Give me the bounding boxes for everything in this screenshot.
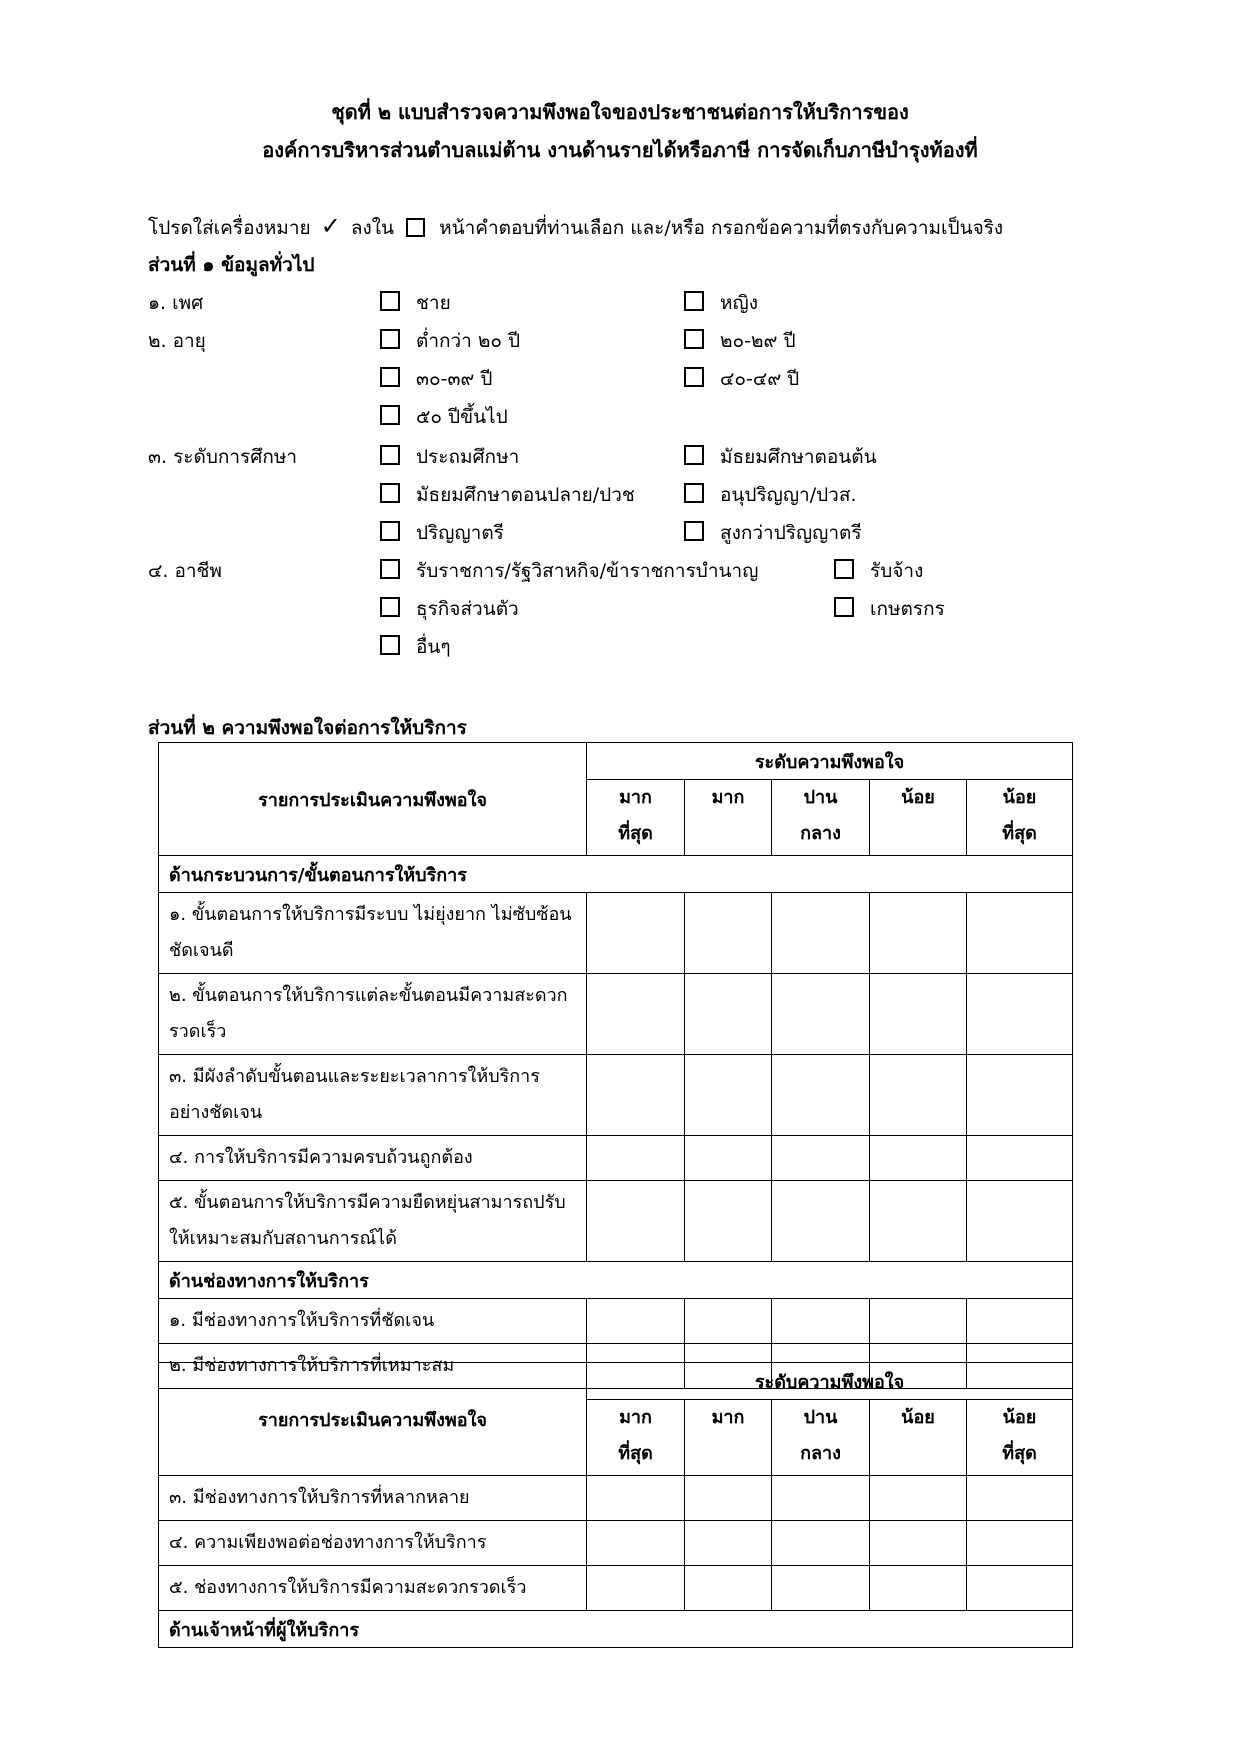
checkbox[interactable] xyxy=(380,521,400,541)
checkbox[interactable] xyxy=(380,445,400,465)
q1-option-female[interactable] xyxy=(684,288,758,314)
q2-option-50plus[interactable] xyxy=(380,402,508,428)
option-label: ต่ำกว่า ๒๐ ปี xyxy=(416,330,521,352)
category-channel: ด้านช่องทางการให้บริการ xyxy=(159,1262,1073,1299)
checkbox[interactable] xyxy=(380,635,400,655)
rating-cell[interactable] xyxy=(967,893,1073,974)
table-row-item: ๓. มีผังลำดับขั้นตอนและระยะเวลาการให้บริการอย่างชัดเจน xyxy=(159,1055,587,1136)
checkbox[interactable] xyxy=(684,291,704,311)
option-label: ๒๐-๒๙ ปี xyxy=(720,330,796,352)
table-row-item: ๑. ขั้นตอนการให้บริการมีระบบ ไม่ยุ่งยาก ไม่ซับซ้อน ชัดเจนดี xyxy=(159,893,587,974)
header-level-2: น้อย xyxy=(870,1400,967,1476)
q4-label: ๔. อาชีพ xyxy=(148,560,222,582)
checkbox[interactable] xyxy=(684,483,704,503)
rating-cell[interactable] xyxy=(772,1136,870,1181)
option-label: มัธยมศึกษาตอนต้น xyxy=(720,446,877,468)
header-level-group: ระดับความพึงพอใจ xyxy=(587,743,1073,780)
option-label: ๕๐ ปีขึ้นไป xyxy=(416,406,508,428)
header-level-2: น้อย xyxy=(870,780,967,856)
checkbox-sample-icon xyxy=(406,218,425,237)
table-row-item: ๒. ขั้นตอนการให้บริการแต่ละขั้นตอนมีความสะดวก รวดเร็ว xyxy=(159,974,587,1055)
checkbox[interactable] xyxy=(684,329,704,349)
checkmark-icon: ✓ xyxy=(320,212,341,240)
q3-option-above-bachelor[interactable] xyxy=(684,518,862,544)
rating-cell[interactable] xyxy=(587,1476,685,1521)
option-label: ชาย xyxy=(416,292,451,314)
q2-label: ๒. อายุ xyxy=(148,330,206,352)
rating-cell[interactable] xyxy=(772,1476,870,1521)
checkbox[interactable] xyxy=(380,329,400,349)
option-label: ธุรกิจส่วนตัว xyxy=(416,598,519,620)
checkbox[interactable] xyxy=(684,521,704,541)
q2-option-under20[interactable] xyxy=(380,326,520,352)
rating-cell[interactable] xyxy=(967,1055,1073,1136)
rating-cell[interactable] xyxy=(870,1476,967,1521)
table-row-item: ๓. มีช่องทางการให้บริการที่หลากหลาย xyxy=(159,1476,587,1521)
q2-option-30-39[interactable] xyxy=(380,364,492,390)
instruction-part1: โปรดใส่เครื่องหมาย xyxy=(148,217,311,239)
q2-option-20-29[interactable] xyxy=(684,326,796,352)
option-label: มัธยมศึกษาตอนปลาย/ปวช xyxy=(416,484,635,506)
rating-cell[interactable] xyxy=(870,1566,967,1611)
checkbox[interactable] xyxy=(834,559,854,579)
checkbox[interactable] xyxy=(380,405,400,425)
option-label: รับจ้าง xyxy=(870,560,924,582)
satisfaction-table-1 xyxy=(158,742,1073,1389)
q3-option-upper-secondary[interactable] xyxy=(380,480,635,506)
option-label: รับราชการ/รัฐวิสาหกิจ/ข้าราชการบำนาญ xyxy=(416,560,759,582)
rating-cell[interactable] xyxy=(685,1476,772,1521)
rating-cell[interactable] xyxy=(685,893,772,974)
header-level-5: มาก ที่สุด xyxy=(587,780,685,856)
q4-option-business[interactable] xyxy=(380,594,519,620)
satisfaction-table-2 xyxy=(158,1362,1073,1648)
option-label: ๔๐-๔๙ ปี xyxy=(720,368,800,390)
header-level-3: ปาน กลาง xyxy=(772,780,870,856)
q3-option-bachelor[interactable] xyxy=(380,518,504,544)
rating-cell[interactable] xyxy=(870,893,967,974)
rating-cell[interactable] xyxy=(967,1136,1073,1181)
option-label: ปริญญาตรี xyxy=(416,522,504,544)
header-level-1: น้อย ที่สุด xyxy=(967,780,1073,856)
rating-cell[interactable] xyxy=(967,1476,1073,1521)
rating-cell[interactable] xyxy=(685,1566,772,1611)
instruction-text xyxy=(148,212,1003,243)
checkbox[interactable] xyxy=(684,445,704,465)
rating-cell[interactable] xyxy=(870,1181,967,1262)
checkbox[interactable] xyxy=(834,597,854,617)
rating-cell[interactable] xyxy=(587,1136,685,1181)
checkbox[interactable] xyxy=(684,367,704,387)
table-row-item: ๔. ความเพียงพอต่อช่องทางการให้บริการ xyxy=(159,1521,587,1566)
q1-label: ๑. เพศ xyxy=(148,292,204,314)
rating-cell[interactable] xyxy=(870,1521,967,1566)
rating-cell[interactable] xyxy=(685,1136,772,1181)
category-process: ด้านกระบวนการ/ขั้นตอนการให้บริการ xyxy=(159,856,1073,893)
option-label: เกษตรกร xyxy=(870,598,945,620)
option-label: ประถมศึกษา xyxy=(416,446,520,468)
table-row-item: ๕. ช่องทางการให้บริการมีความสะดวกรวดเร็ว xyxy=(159,1566,587,1611)
instruction-part3: หน้าคำตอบที่ท่านเลือก และ/หรือ กรอกข้อความที่ตรงกับความเป็นจริง xyxy=(439,217,1004,239)
q4-option-employee[interactable] xyxy=(834,556,923,582)
rating-cell[interactable] xyxy=(870,1299,967,1344)
rating-cell[interactable] xyxy=(587,1299,685,1344)
checkbox[interactable] xyxy=(380,291,400,311)
header-level-1: น้อย ที่สุด xyxy=(967,1400,1073,1476)
section2-title: ส่วนที่ ๒ ความพึงพอใจต่อการให้บริการ xyxy=(148,717,467,739)
header-level-3: ปาน กลาง xyxy=(772,1400,870,1476)
rating-cell[interactable] xyxy=(685,1299,772,1344)
q1-option-male[interactable] xyxy=(380,288,451,314)
q4-option-other[interactable] xyxy=(380,632,451,658)
table-row-item: ๕. ขั้นตอนการให้บริการมีความยืดหยุ่นสามารถปรับให้เหมาะสมกับสถานการณ์ได้ xyxy=(159,1181,587,1262)
rating-cell[interactable] xyxy=(772,893,870,974)
survey-title-line1: ชุดที่ ๒ แบบสำรวจความพึงพอใจของประชาชนต่อการให้บริการของ xyxy=(331,100,909,124)
header-level-group: ระดับความพึงพอใจ xyxy=(587,1363,1073,1400)
table-row-item: ๑. มีช่องทางการให้บริการที่ชัดเจน xyxy=(159,1299,587,1344)
rating-cell[interactable] xyxy=(967,1521,1073,1566)
instruction-part2: ลงใน xyxy=(350,217,395,239)
q3-option-primary[interactable] xyxy=(380,442,519,468)
rating-cell[interactable] xyxy=(967,974,1073,1055)
header-item-column: รายการประเมินความพึงพอใจ xyxy=(159,743,587,856)
rating-cell[interactable] xyxy=(587,1181,685,1262)
rating-cell[interactable] xyxy=(685,1521,772,1566)
rating-cell[interactable] xyxy=(772,1521,870,1566)
checkbox[interactable] xyxy=(380,367,400,387)
option-label: อื่นๆ xyxy=(416,636,451,658)
header-level-4: มาก xyxy=(685,1400,772,1476)
rating-cell[interactable] xyxy=(870,974,967,1055)
survey-title-line2: องค์การบริหารส่วนตำบลแม่ต้าน งานด้านรายได้หรือภาษี การจัดเก็บภาษีบำรุงท้องที่ xyxy=(262,138,978,162)
rating-cell[interactable] xyxy=(587,893,685,974)
section1-title: ส่วนที่ ๑ ข้อมูลทั่วไป xyxy=(148,254,315,276)
q3-option-diploma[interactable] xyxy=(684,480,856,506)
q4-option-farmer[interactable] xyxy=(834,594,945,620)
rating-cell[interactable] xyxy=(587,1566,685,1611)
rating-cell[interactable] xyxy=(587,974,685,1055)
header-level-5: มาก ที่สุด xyxy=(587,1400,685,1476)
rating-cell[interactable] xyxy=(772,1566,870,1611)
rating-cell[interactable] xyxy=(587,1055,685,1136)
rating-cell[interactable] xyxy=(967,1181,1073,1262)
table-row-item: ๔. การให้บริการมีความครบถ้วนถูกต้อง xyxy=(159,1136,587,1181)
rating-cell[interactable] xyxy=(685,974,772,1055)
rating-cell[interactable] xyxy=(870,1136,967,1181)
option-label: ๓๐-๓๙ ปี xyxy=(416,368,493,390)
option-label: หญิง xyxy=(720,292,758,314)
option-label: อนุปริญญา/ปวส. xyxy=(720,484,857,506)
checkbox[interactable] xyxy=(380,597,400,617)
checkbox[interactable] xyxy=(380,483,400,503)
rating-cell[interactable] xyxy=(587,1521,685,1566)
table-row-item: ๒. มีช่องทางการให้บริการที่เหมาะสม xyxy=(159,1344,587,1389)
option-label: สูงกว่าปริญญาตรี xyxy=(720,522,862,544)
rating-cell[interactable] xyxy=(772,1181,870,1262)
q2-option-40-49[interactable] xyxy=(684,364,799,390)
rating-cell[interactable] xyxy=(685,1055,772,1136)
header-item-column: รายการประเมินความพึงพอใจ xyxy=(159,1363,587,1476)
rating-cell[interactable] xyxy=(772,1055,870,1136)
q3-option-lower-secondary[interactable] xyxy=(684,442,877,468)
rating-cell[interactable] xyxy=(967,1299,1073,1344)
header-level-4: มาก xyxy=(685,780,772,856)
rating-cell[interactable] xyxy=(685,1181,772,1262)
q4-option-government[interactable] xyxy=(380,556,758,582)
checkbox[interactable] xyxy=(380,559,400,579)
category-staff: ด้านเจ้าหน้าที่ผู้ให้บริการ xyxy=(159,1611,1073,1648)
rating-cell[interactable] xyxy=(870,1055,967,1136)
rating-cell[interactable] xyxy=(967,1566,1073,1611)
rating-cell[interactable] xyxy=(772,1299,870,1344)
q3-label: ๓. ระดับการศึกษา xyxy=(148,446,298,468)
rating-cell[interactable] xyxy=(772,974,870,1055)
